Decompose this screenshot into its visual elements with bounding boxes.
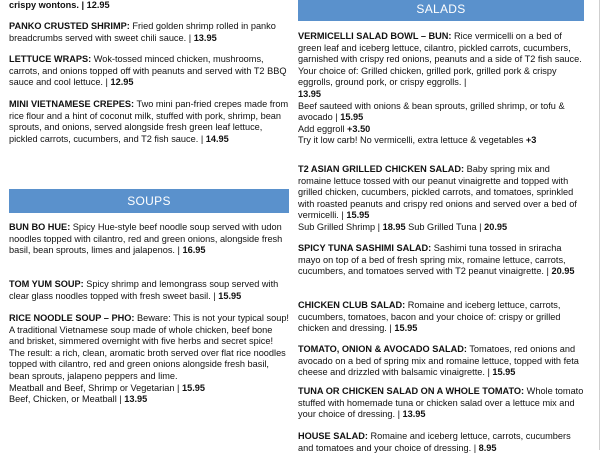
item-description: Fried golden shrimp rolled in panko breadcrumbs served with sweet chili sauce. | <box>9 21 276 43</box>
item-price: 20.95 <box>484 221 508 232</box>
menu-item-mini-crepes <box>9 99 289 145</box>
menu-item-tomato-onion-avocado <box>298 344 584 379</box>
menu-item-panko-shrimp <box>9 21 289 44</box>
item-description: Wok-tossed minced chicken, mushrooms, carrots, and onions topped off with peanuts and served with T2 BBQ sauce and cool lettuce. | <box>9 54 287 88</box>
item-name: CHICKEN CLUB SALAD: <box>298 300 406 310</box>
item-description: Romaine and iceberg lettuce, carrots, cucumbers and tomatoes and your choice of dressing. | <box>298 431 571 453</box>
item-price: 15.95 <box>340 112 364 123</box>
item-name: TOMATO, ONION & AVOCADO SALAD: <box>298 344 467 354</box>
menu-item-vermicelli <box>298 31 584 147</box>
item-price: 13.95 <box>193 32 217 43</box>
item-price: 12.95 <box>110 77 134 88</box>
item-description: Tomatoes, red onions and avocado on a bed of spring mix and romaine lettuce, topped with feta cheese and drizzled with balsamic vinaigrette. | <box>298 344 579 378</box>
item-price: 15.95 <box>346 210 370 221</box>
item-description: Baby spring mix and romaine lettuce tossed with our peanut vinaigrette and topped with grilled chicken, cucumbers, pickled carrots, and tomatoes, sprinkled with roasted peanuts and crispy red onions and served over a bed of vermicelli. | <box>298 164 577 221</box>
item-description: Whole tomato stuffed with homemade tuna or chicken salad over a lettuce mix and your choice of dressing. | <box>298 386 584 420</box>
item-price: 13.95 <box>402 409 426 420</box>
menu-item-chicken-club <box>298 300 584 335</box>
item-option: Beef sauteed with onions & bean sprouts, grilled shrimp, or tofu & avocado | <box>298 100 565 123</box>
item-price: 20.95 <box>551 266 575 277</box>
item-price: +3.50 <box>347 123 371 134</box>
item-description: Spicy shrimp and lemongrass soup served with clear glass noodles topped with fresh sweet basil. | <box>9 279 279 301</box>
item-price: 15.95 <box>492 367 516 378</box>
menu-item-lettuce-wraps <box>9 54 289 89</box>
item-name: T2 ASIAN GRILLED CHICKEN SALAD: <box>298 164 465 174</box>
item-name: RICE NOODLE SOUP – PHO: <box>9 313 135 323</box>
item-price: +3 <box>525 135 537 146</box>
item-option: Sub Grilled Tuna | <box>405 221 485 232</box>
item-option: Meatball and Beef, Shrimp or Vegetarian | <box>9 382 182 393</box>
item-name: HOUSE SALAD: <box>298 431 368 441</box>
top-fragment-text: crispy wontons. | 12.95 <box>9 0 110 10</box>
item-name: SPICY TUNA SASHIMI SALAD: <box>298 243 432 253</box>
item-price: 15.95 <box>394 323 418 334</box>
item-description: Sashimi tuna tossed in sriracha mayo on top of a bed of fresh spring mix, romaine lettuce, carrots, cucumbers, and tomatoes served with T2 peanut vinaigrette. | <box>298 243 566 277</box>
item-option: Sub Grilled Shrimp | <box>298 221 383 232</box>
item-name: BUN BO HUE: <box>9 222 71 232</box>
item-price: 13.95 <box>298 88 321 99</box>
item-name: TOM YUM SOUP: <box>9 279 84 289</box>
section-header-soups: SOUPS <box>9 189 289 213</box>
item-price: 16.95 <box>182 245 206 256</box>
item-description: Spicy Hue-style beef noodle soup served with udon noodles topped with cilantro, red and green onions, alongside fresh basil, bean sprouts, limes and jalapenos. | <box>9 222 283 256</box>
item-price: 18.95 <box>382 221 406 232</box>
item-name: LETTUCE WRAPS: <box>9 54 92 64</box>
menu-item-bun-bo-hue <box>9 222 289 257</box>
item-name: TUNA OR CHICKEN SALAD ON A WHOLE TOMATO: <box>298 386 525 396</box>
item-price: 15.95 <box>218 290 242 301</box>
menu-item-pho <box>9 313 289 406</box>
item-name: PANKO CRUSTED SHRIMP: <box>9 21 130 31</box>
item-option: Beef, Chicken, or Meatball | <box>9 394 125 405</box>
menu-item-tom-yum <box>9 279 289 302</box>
item-description: Two mini pan-fried crepes made from rice flour and a hint of coconut milk, stuffed with pork, shrimp, bean sprouts, and onions, served alongside fresh green leaf lettuce, pickled carrots, cucumbers, and T2 fish sauce. | <box>9 99 289 144</box>
top-fragment <box>9 0 289 12</box>
item-option: Try it low carb! No vermicelli, extra lettuce & vegetables <box>298 135 526 146</box>
item-price: 15.95 <box>181 382 205 393</box>
page-edge-divider <box>599 0 600 450</box>
item-option: Add eggroll <box>298 123 348 134</box>
menu-item-tuna-sashimi <box>298 243 584 278</box>
menu-item-tuna-on-tomato <box>298 386 584 421</box>
item-name: MINI VIETNAMESE CREPES: <box>9 99 135 109</box>
item-price: 8.95 <box>478 442 497 453</box>
item-description: Beware: This is not your typical soup! A traditional Vietnamese soup made of whole chicken, beef bone and brisket, simmered overnight with five herbs and secret spice! The result: a rich, clean, aromatic broth served over flat rice noodles topped with cilantro, red and green onions alongside fresh basil, bean sprouts, jalapeno peppers and lime. <box>9 313 289 381</box>
menu-item-house-salad <box>298 431 584 454</box>
section-header-salads: SALADS <box>298 0 584 21</box>
item-description: Rice vermicelli on a bed of green leaf and iceberg lettuce, cilantro, pickled carrots, cucumbers, garnished with crispy red onions, peanuts and a side of T2 fish sauce. Your choice of: Grilled chicken, grilled pork, grilled pork & crispy eggrolls, ground pork, or crispy eggrolls. | <box>298 31 582 88</box>
item-price: 13.95 <box>124 394 148 405</box>
menu-item-asian-grilled-chicken <box>298 164 584 234</box>
item-price: 14.95 <box>205 133 229 144</box>
item-name: VERMICELLI SALAD BOWL – BUN: <box>298 31 452 41</box>
item-description: Romaine and iceberg lettuce, carrots, cucumbers, tomatoes, bacon and your choice of: crispy or grilled chicken and dressing. | <box>298 300 561 334</box>
